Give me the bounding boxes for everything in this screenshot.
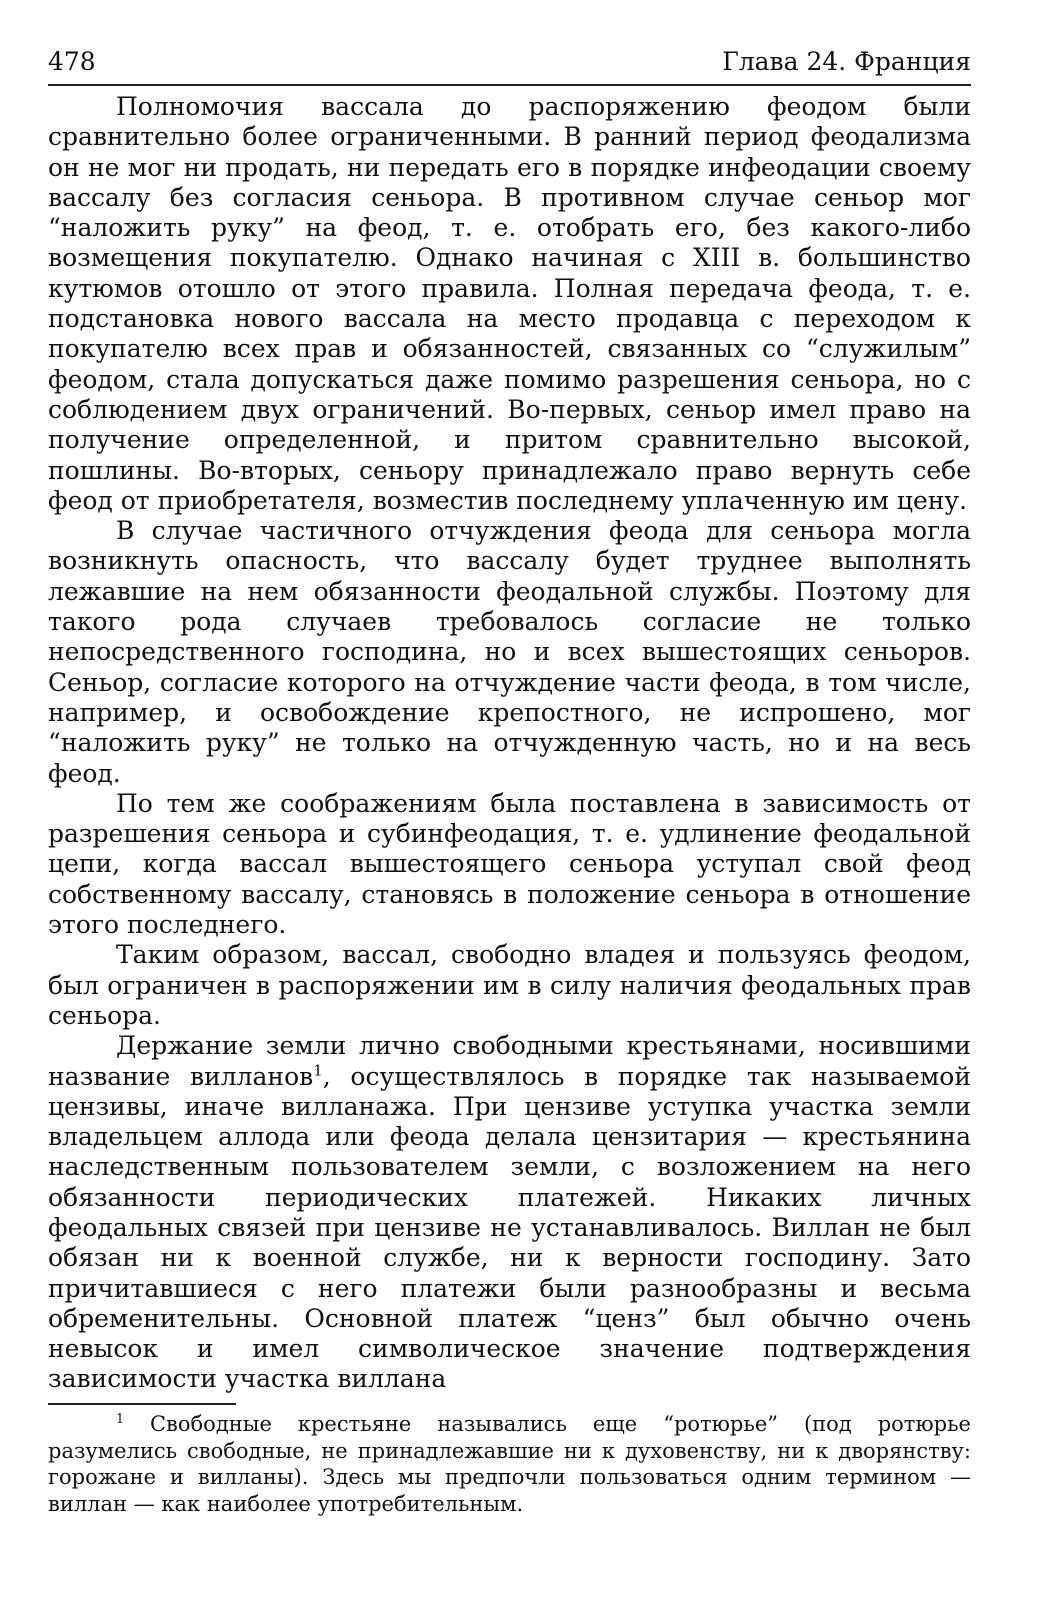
footnotes <box>48 1411 971 1517</box>
paragraph-partial-alienation: В случае частичного отчуждения феода для сеньора могла возникнуть опасность, что вассалу будет труднее выполнять лежавшие на нем обязанности феодальной службы. Поэтому для такого рода случаев требовалось согласие не только непосредственного господина, но и всех вышестоящих сеньоров. Сеньор, согласие которого на отчуждение части феода, в том числе, например, и освобождение крепостного, не испрошено, мог “наложить руку” не только на отчужденную часть, но и на весь феод. <box>48 516 971 788</box>
paragraph-conclusion: Таким образом, вассал, свободно владея и пользуясь феодом, был ограничен в распоряжении им в силу наличия феодальных прав сеньора. <box>48 940 971 1030</box>
paragraph-subinfeudation: По тем же соображениям была поставлена в зависимость от разрешения сеньора и субинфеодация, т. е. удлинение феодальной цепи, когда вассал вышестоящего сеньора уступал свой феод собственному вассалу, становясь в положение сеньора в отношение этого последнего. <box>48 788 971 940</box>
body-text <box>48 92 971 1395</box>
footnote-text: Свободные крестьяне назывались еще “ротюрье” (под ротюрье разумелись свободные, не принадлежавшие ни к духовенству, ни к дворянству: горожане и вилланы). Здесь мы предпочли пользоваться одним термином — виллан — как наиболее употребительным. <box>48 1412 971 1516</box>
villeinage-text-start: Держание земли лично свободными крестьянами, носившими название вилланов <box>48 1031 971 1091</box>
running-head <box>48 40 971 86</box>
footnote-reference[interactable]: 1 <box>313 1061 323 1080</box>
footnote-1 <box>48 1411 971 1517</box>
footnote-marker: 1 <box>116 1411 125 1426</box>
chapter-title: Глава 24. Франция <box>722 47 971 76</box>
footnote-divider <box>48 1403 236 1405</box>
page-number: 478 <box>48 47 96 76</box>
paragraph-vassal-powers: Полномочия вассала до распоряжению феодом были сравнительно более ограниченными. В ранний период феодализма он не мог ни продать, ни передать его в порядке инфеодации своему вассалу без согласия сеньора. В противном случае сеньор мог “наложить руку” на феод, т. е. отобрать его, без какого-либо возмещения покупателю. Однако начиная с XIII в. большинство кутюмов отошло от этого правила. Полная передача феода, т. е. подстановка нового вассала на место продавца с переходом к покупателю всех прав и обязанностей, связанных со “служилым” феодом, стала допускаться даже помимо разрешения сеньора, но с соблюдением двух ограничений. Во-первых, сеньор имел право на получение определенной, и притом сравнительно высокой, пошлины. Во-вторых, сеньору принадлежало право вернуть себе феод от приобретателя, возместив последнему уплаченную им цену. <box>48 92 971 515</box>
villeinage-text-rest: , осуществлялось в порядке так называемой цензивы, иначе вилланажа. При цензиве уступка участка земли владельцем аллода или феода делала цензитария — крестьянина наследственным пользователем земли, с возложением на него обязанности периодических платежей. Никаких личных феодальных связей при цензиве не устанавливалось. Виллан не был обязан ни к военной службе, ни к верности господину. Зато причитавшиеся с него платежи были разнообразны и весьма обременительны. Основной платеж “ценз” был обычно очень невысок и имел символическое значение подтверждения зависимости участка виллана <box>48 1061 971 1394</box>
paragraph-villeinage <box>48 1031 971 1395</box>
